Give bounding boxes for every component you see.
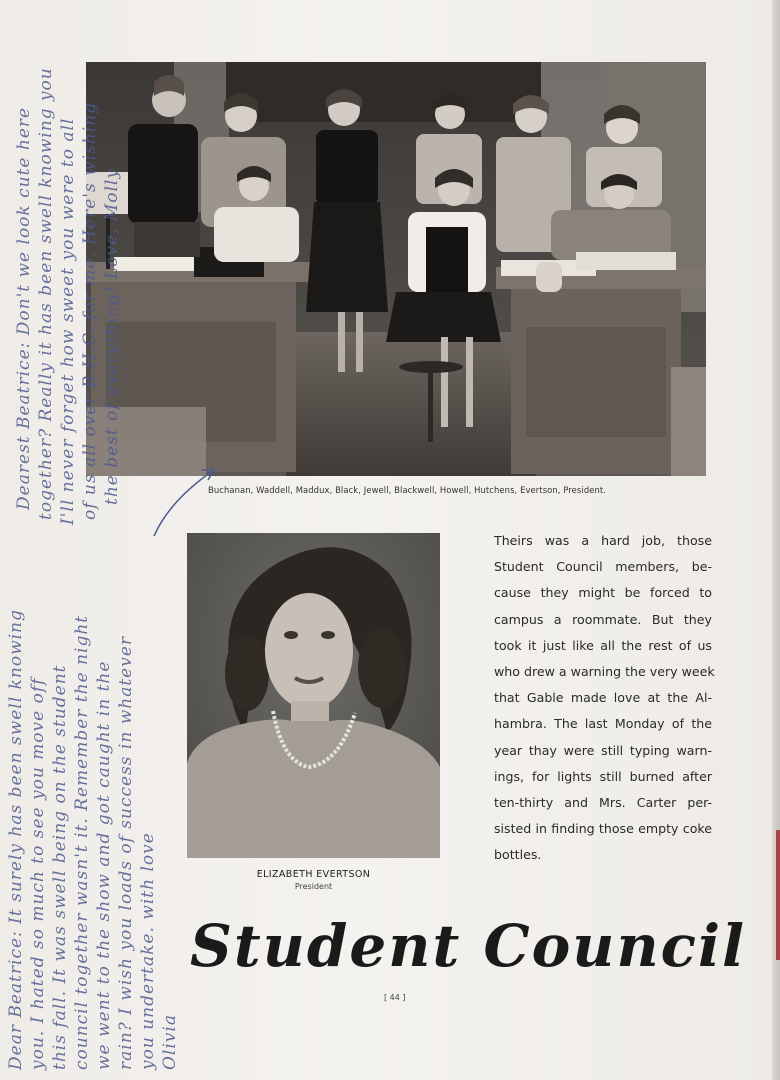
handwriting-line: Dearest Beatrice: Don't we look cute here — [14, 106, 34, 510]
page-number: [ 44 ] — [384, 993, 406, 1002]
handwriting-line: of us all over B.H.C. for me. Here's wishing — [80, 101, 100, 520]
body-line: Student Council members, be- — [494, 559, 712, 575]
handwriting-line: the best of everything! Love, Molly — [102, 168, 122, 505]
body-line: year thay were still typing warn- — [494, 742, 712, 758]
handwriting-line: you. I hated so much to see you move off — [28, 677, 48, 1070]
portrait-name: ELIZABETH EVERTSON — [256, 869, 371, 880]
body-line: that Gable made love at the Al- — [494, 690, 712, 706]
page-headline: Student Council — [190, 912, 747, 980]
group-photo — [86, 62, 706, 476]
handwriting-line: council together wasn't it. Remember the night — [72, 614, 92, 1070]
handwriting-line: rain? I wish you loads of success in whatever — [116, 635, 136, 1070]
handwriting-line: this fall. It was swell being on the student — [50, 664, 70, 1070]
portrait-title: President — [294, 882, 333, 891]
body-line: hambra. The last Monday of the — [494, 716, 712, 732]
body-paragraph — [494, 528, 715, 869]
portrait-photo — [187, 533, 440, 858]
page-edge — [772, 0, 780, 1080]
body-line: cause they might be forced to — [494, 585, 712, 601]
handwriting-line: together? Really it has been swell knowing you — [36, 67, 56, 520]
handwriting-line: Dear Beatrice: It surely has been swell knowing — [6, 609, 26, 1070]
body-line: Theirs was a hard job, those — [494, 533, 712, 548]
body-line: campus a roommate. But they — [494, 611, 712, 627]
handwritten-arrow-icon — [150, 460, 220, 540]
photo-caption: Buchanan, Waddell, Maddux, Black, Jewell, Blackwell, Howell, Hutchens, Evertson, President. — [208, 485, 607, 495]
handwriting-line: Olivia — [160, 1014, 180, 1070]
handwriting-line: we went to the show and got caught in the — [94, 660, 114, 1070]
body-line: who drew a warning the very week — [494, 664, 715, 680]
body-line: bottles. — [494, 847, 542, 863]
body-line: ings, for lights still burned after — [494, 768, 712, 784]
body-line: ten-thirty and Mrs. Carter per- — [494, 795, 712, 811]
body-line: took it just like all the rest of us — [494, 637, 712, 653]
handwriting-line: you undertake. with love — [138, 832, 158, 1070]
handwriting-line: I'll never forget how sweet you were to all — [58, 117, 78, 525]
body-line: sisted in finding those empty coke — [494, 821, 712, 837]
